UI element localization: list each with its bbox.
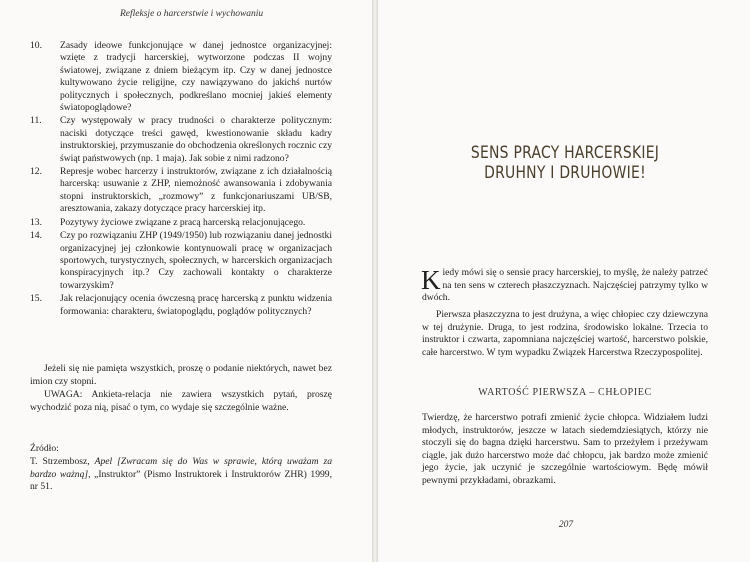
list-item: [30, 293, 332, 318]
item-text: Pozytywy życiowe związane z pracą harcerską relacjonującego.: [60, 216, 306, 228]
section-subheading: WARTOŚĆ PIERWSZA – CHŁOPIEC: [478, 387, 652, 398]
left-page: [0, 0, 372, 562]
running-head: Refleksje o harcerstwie i wychowaniu: [120, 9, 264, 19]
source-citation: [30, 456, 332, 494]
body-paragraph-2: Pierwsza płaszczyzna to jest drużyna, a więc chłopiec czy dziewczyna w tej drużynie. Druga, to jest rodzina, środowisko lokalne. Trzecia to instruktor i czwarta, zapomniana najczęściej wartość, harcerstwo polskie, całe harcerstwo. W tym wypadku Związek Harcerstwa Rzeczypospolitej.: [422, 309, 708, 358]
page-number: 207: [558, 520, 574, 530]
source-title: Apel [Zwracam się do Was w sprawie, którą uważam za bardzo ważną]: [30, 456, 332, 480]
intro-text: iedy mówi się o sensie pracy harcerskiej, to myślę, że należy patrzeć na ten sens w czterech płaszczyznach. Najczęściej patrzymy tylko w dwóch.: [422, 267, 708, 304]
item-text: Represje wobec harcerzy i instruktorów, związane z ich działalnością harcerską: usuwanie z ZHP, niemożność awansowania i zdobywania stopni instruktorskich, „rozmowy” z funkcjonariuszami UB/SB, aresztowania, zakazy dotyczące pracy harcerskiej itp.: [60, 166, 332, 215]
item-text: Jak relacjonujący ocenia ówczesną pracę harcerską z punktu widzenia formowania: charakteru, światopoglądu, poglądów politycznych?: [60, 293, 332, 317]
closing-paragraph: Jeżeli się nie pamięta wszystkich, proszę o podanie niektórych, nawet bez imion czy stopni.: [30, 363, 332, 387]
item-text: Zasady ideowe funkcjonujące w danej jednostce organizacyjnej: wzięte z tradycji harcerskiej, wytworzone podczas II wojny światowej, związane z dniem bieżącym itp. Czy w danej jednostce kultywowano życie religijne, czy nawiązywano do jakichś nurtów politycznych i społecznych, podkreślano mocniej jakieś elementy światopoglądowe?: [60, 40, 332, 114]
list-item: [30, 230, 332, 292]
list-item: [30, 217, 332, 229]
item-number: 13.: [30, 216, 42, 228]
chapter-title-line-2: DRUHNY I DRUHOWIE!: [484, 163, 646, 183]
body-paragraph-3: Twierdzę, że harcerstwo potrafi zmienić życie chłopca. Widziałem ludzi młodych, instruktorów, jeszcze w latach siedemdziesiątych, którzy nie stoczyli się do bagna dzięki harcerstwu. Sam to przeżyłem i przeżywam ciągle, jak dużo harcerstwo może dać chłopcu, jak bardzo może zmienić jego życie, jak uczynić je szczególnie wartościowym. Będę mówił pewnymi przykładami, obrazkami.: [422, 412, 708, 486]
item-number: 12.: [30, 166, 42, 178]
intro-paragraph: [422, 267, 708, 305]
source-rest: , „Instruktor” (Pismo Instruktorek i Instruktorów ZHR) 1999, nr 51.: [30, 468, 332, 493]
chapter-title-line-1: SENS PRACY HARCERSKIEJ: [470, 143, 660, 163]
item-number: 15.: [30, 293, 42, 305]
note-paragraph: UWAGA: Ankieta-relacja nie zawiera wszystkich pytań, proszę wychodzić poza nią, pisać o tym, co wydaje się szczególnie ważne.: [30, 389, 332, 413]
item-number: 11.: [30, 115, 42, 127]
chapter-title: [446, 143, 684, 183]
item-text: Czy po rozwiązaniu ZHP (1949/1950) lub rozwiązaniu danej jednostki organizacyjnej jej członkowie kontynuowali pracę w organizacjach sportowych, turystycznych, społecznych, w harcerskich organizacjach konspiracyjnych itp.? Czy zachowali kontakty o charakterze towarzyskim?: [60, 230, 332, 291]
source-author: T. Strzembosz,: [30, 456, 95, 467]
source-label: Źródło:: [30, 443, 59, 454]
question-list: [30, 40, 332, 319]
list-item: [30, 166, 332, 216]
item-number: 10.: [30, 40, 42, 51]
item-text: Czy występowały w pracy trudności o charakterze politycznym: naciski dotyczące treści gawęd, kwestionowanie składu kadry instruktorskiej, przymuszanie do obchodzenia określonych rocznic czy świąt państwowych (np. 1 maja). Jak sobie z nimi radzono?: [60, 115, 332, 164]
item-number: 14.: [30, 230, 42, 242]
list-item: [30, 40, 332, 114]
drop-cap: K: [421, 265, 441, 295]
list-item: [30, 115, 332, 165]
